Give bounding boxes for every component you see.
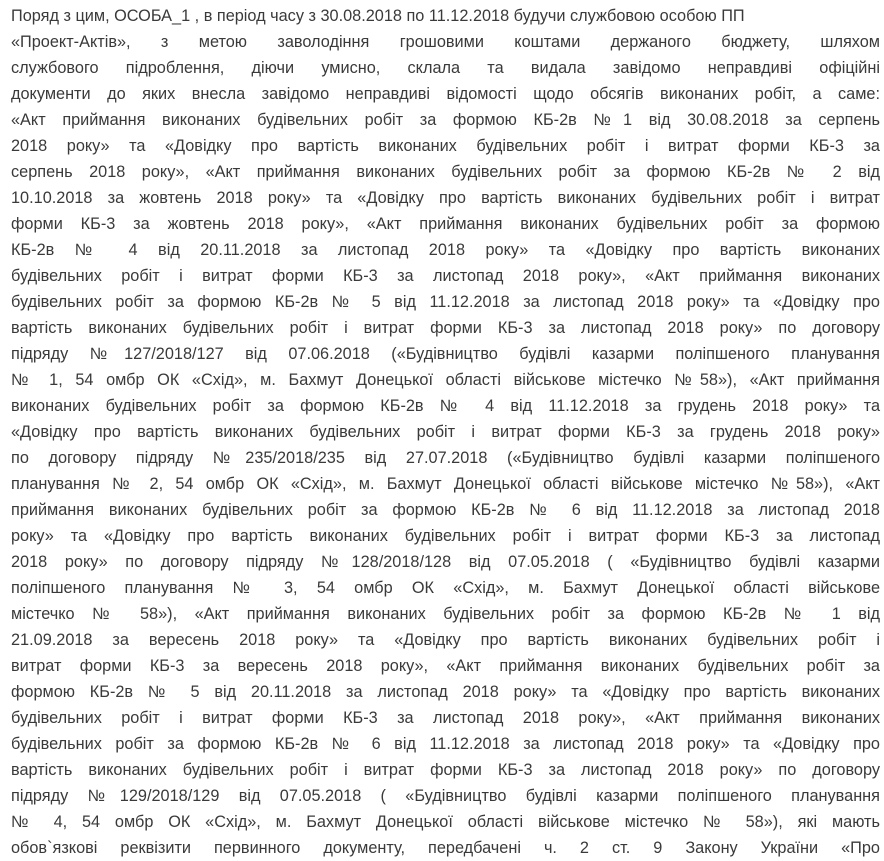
text-line: № 1, 54 омбр ОК «Схід», м. Бахмут Донецької області військове містечко №58»), «Акт приймання (11, 371, 880, 389)
text-line: обов`язкові реквізити первинного документу, передбачені ч. 2 ст. 9 Закону України «Про (11, 839, 880, 857)
text-line: формою КБ-2в № 5 від 20.11.2018 за листопад 2018 року» та «Довідку про вартість виконаних (11, 683, 880, 701)
text-line: № 4, 54 омбр ОК «Схід», м. Бахмут Донецької області військове містечко № 58»), які мають (11, 813, 880, 831)
text-line: 2018 року» по договору підряду №128/2018/128 від 07.05.2018 ( «Будівництво будівлі казарми (11, 553, 880, 571)
text-line: «Довідку про вартість виконаних будівельних робіт і витрат форми КБ-3 за грудень 2018 року» (11, 423, 880, 441)
text-line: поліпшеного планування № 3, 54 омбр ОК «Схід», м. Бахмут Донецької області військове (11, 579, 880, 597)
text-line: вартість виконаних будівельних робіт і витрат форми КБ-3 за листопад 2018 року» по договору (11, 319, 880, 337)
text-line: будівельних робіт за формою КБ-2в № 6 від 11.12.2018 за листопад 2018 року» та «Довідку про (11, 735, 880, 753)
text-line: Поряд з цим, ОСОБА_1 , в період часу з 30.08.2018 по 11.12.2018 будучи службовою особою ПП (11, 7, 745, 25)
text-line: КБ-2в № 4 від 20.11.2018 за листопад 2018 року» та «Довідку про вартість виконаних (11, 241, 880, 259)
text-line: документи до яких внесла завідомо неправдиві відомості щодо обсягів виконаних робіт, а саме: (11, 85, 880, 103)
text-line: серпень 2018 року», «Акт приймання виконаних будівельних робіт за формою КБ-2в № 2 від (11, 163, 880, 181)
text-line: підряду №129/2018/129 від 07.05.2018 ( «Будівництво будівлі казарми поліпшеного планування (11, 787, 880, 805)
text-line: «Проект-Актів», з метою заволодіння грошовими коштами держаного бюджету, шляхом (11, 33, 880, 51)
text-line: витрат форми КБ-3 за вересень 2018 року», «Акт приймання виконаних будівельних робіт за (11, 657, 880, 675)
text-line: по договору підряду №235/2018/235 від 27.07.2018 («Будівництво будівлі казарми поліпшеного (11, 449, 880, 467)
text-line: форми КБ-3 за жовтень 2018 року», «Акт приймання виконаних будівельних робіт за формою (11, 215, 880, 233)
text-line: будівельних робіт за формою КБ-2в № 5 від 11.12.2018 за листопад 2018 року» та «Довідку про (11, 293, 880, 311)
text-line: будівельних робіт і витрат форми КБ-3 за листопад 2018 року», «Акт приймання виконаних (11, 267, 880, 285)
text-line: планування № 2, 54 омбр ОК «Схід», м. Бахмут Донецької області військове містечко №58»), «Акт (11, 475, 880, 493)
paragraph-text (11, 3, 880, 861)
text-line: містечко № 58»), «Акт приймання виконаних будівельних робіт за формою КБ-2в № 1 від (11, 605, 880, 623)
text-line: «Акт приймання виконаних будівельних робіт за формою КБ-2в №1 від 30.08.2018 за серпень (11, 111, 880, 129)
text-line: 2018 року» та «Довідку про вартість виконаних будівельних робіт і витрат форми КБ-3 за (11, 137, 880, 155)
text-line: приймання виконаних будівельних робіт за формою КБ-2в № 6 від 11.12.2018 за листопад 2018 (11, 501, 880, 519)
text-line: вартість виконаних будівельних робіт і витрат форми КБ-3 за листопад 2018 року» по договору (11, 761, 880, 779)
text-line: виконаних будівельних робіт за формою КБ-2в № 4 від 11.12.2018 за грудень 2018 року» та (11, 397, 880, 415)
text-line: року» та «Довідку про вартість виконаних будівельних робіт і витрат форми КБ-3 за листопад (11, 527, 880, 545)
text-line: 21.09.2018 за вересень 2018 року» та «Довідку про вартість виконаних будівельних робіт і (11, 631, 880, 649)
text-line: будівельних робіт і витрат форми КБ-3 за листопад 2018 року», «Акт приймання виконаних (11, 709, 880, 727)
text-line: підряду №127/2018/127 від 07.06.2018 («Будівництво будівлі казарми поліпшеного планування (11, 345, 880, 363)
text-line: 10.10.2018 за жовтень 2018 року» та «Довідку про вартість виконаних будівельних робіт і витрат (11, 189, 880, 207)
text-line: службового підроблення, діючи умисно, склала та видала завідомо неправдиві офіційні (11, 59, 880, 77)
